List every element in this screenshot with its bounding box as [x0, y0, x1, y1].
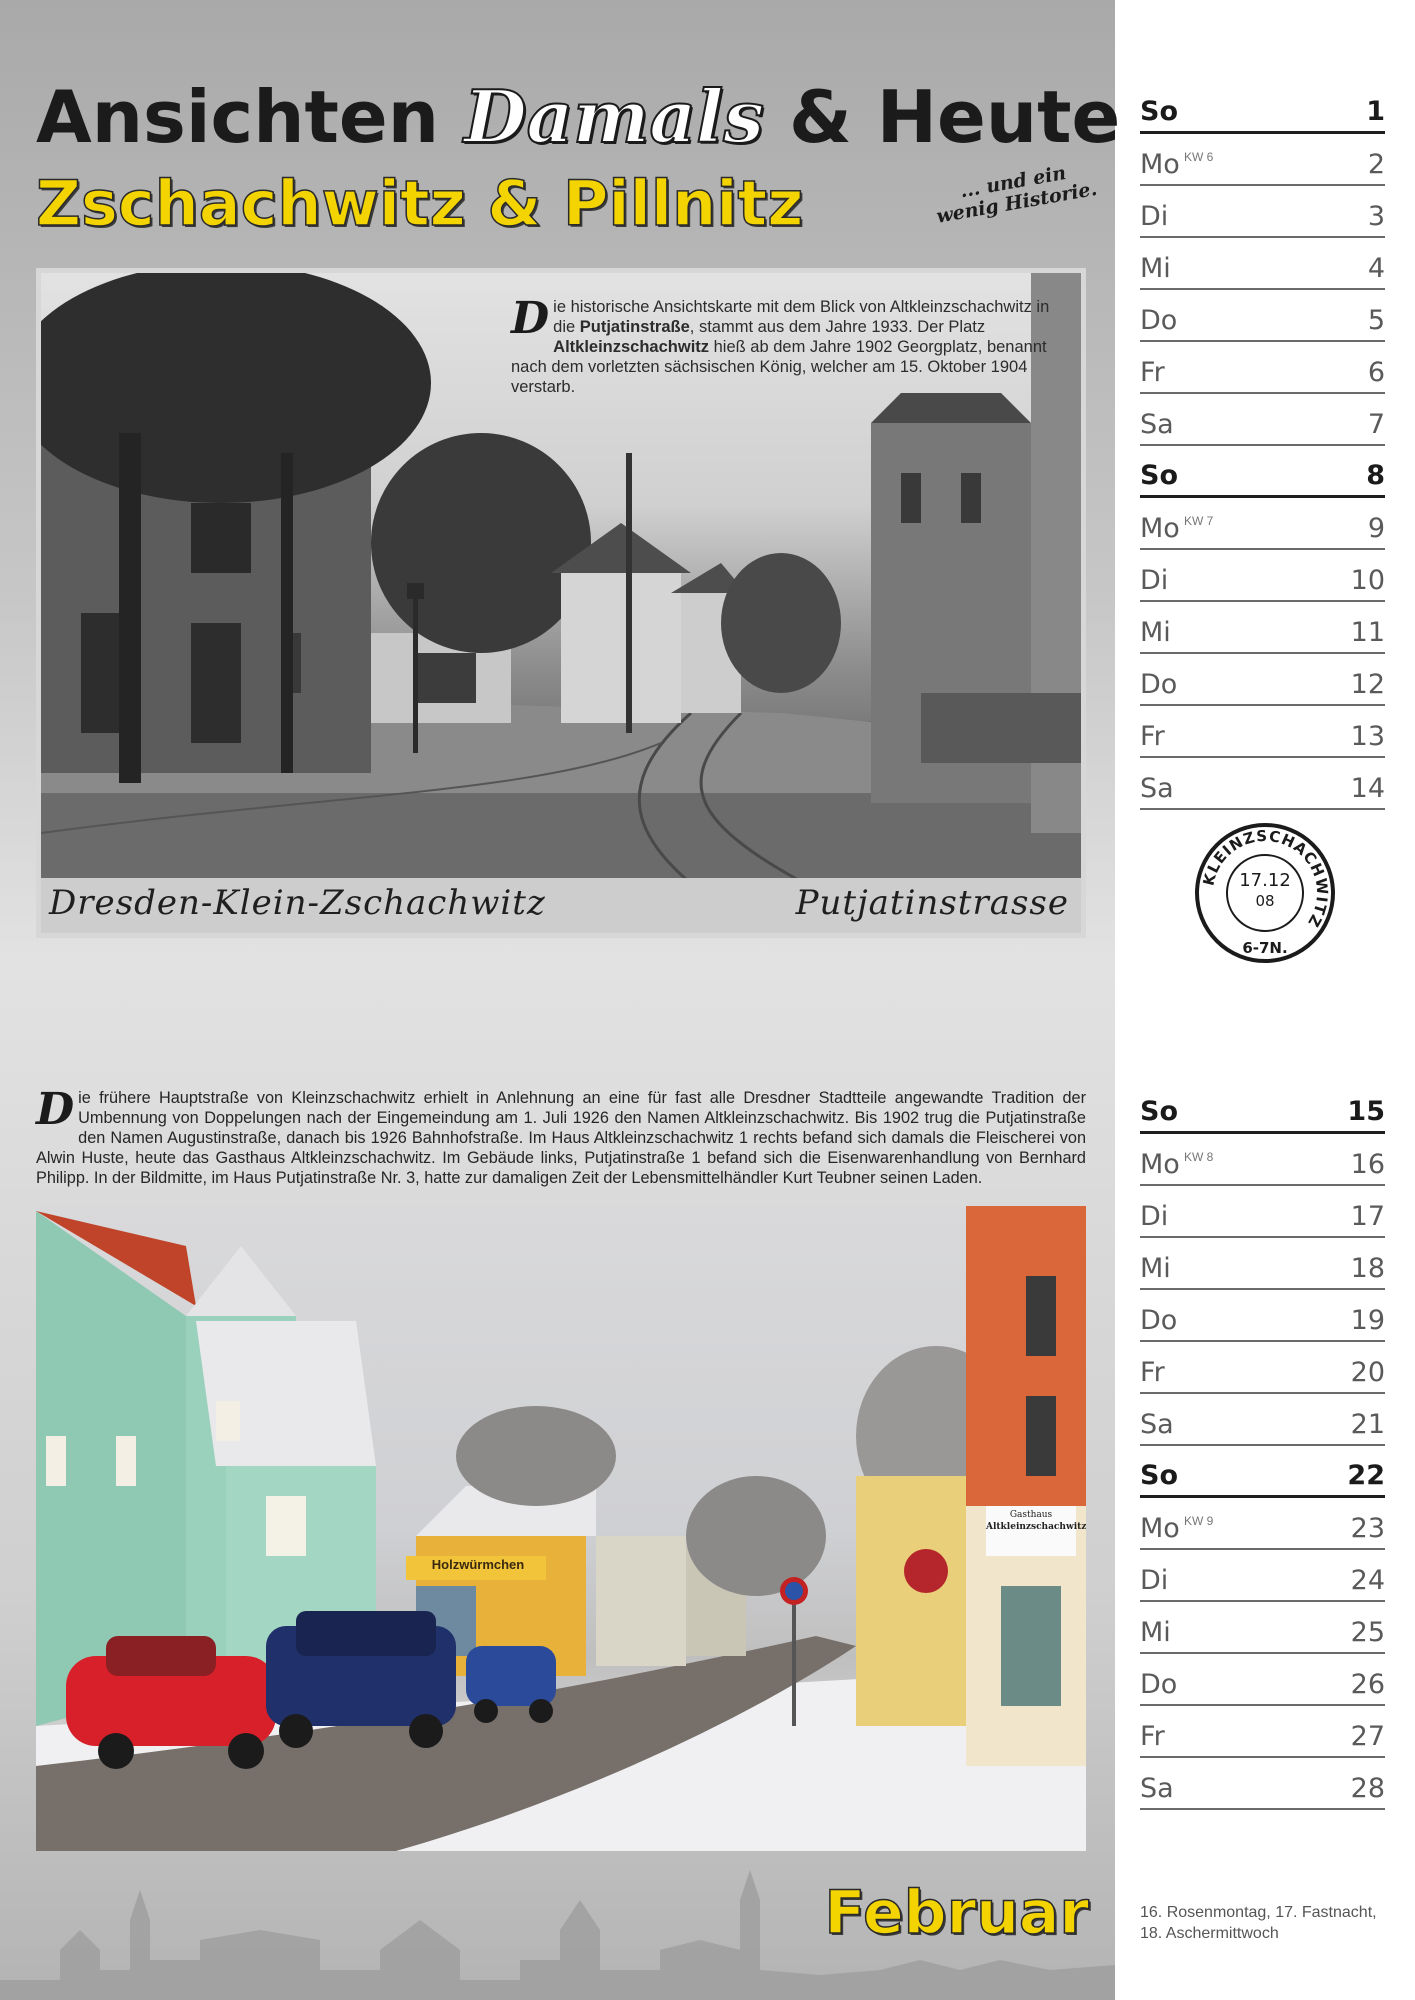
day-number: 18	[1350, 1253, 1385, 1284]
historic-photo-caption	[511, 293, 1061, 397]
historic-photo	[36, 268, 1086, 938]
calendar-day-row	[1140, 446, 1385, 498]
calendar-day-row	[1140, 602, 1385, 654]
weekday-label: Sa	[1140, 1773, 1174, 1804]
day-number: 8	[1366, 460, 1385, 491]
day-number: 16	[1350, 1149, 1385, 1180]
dropcap: D	[36, 1084, 75, 1135]
postcard-script-left: Dresden-Klein-Zschachwitz	[49, 883, 546, 923]
calendar-day-row	[1140, 1186, 1385, 1238]
calendar-day-row	[1140, 394, 1385, 446]
day-number: 24	[1350, 1565, 1385, 1596]
calendar-week-block-1	[1140, 82, 1385, 810]
dropcap: D	[511, 293, 550, 344]
postmark-stamp	[1190, 818, 1340, 968]
calendar-day-row	[1140, 706, 1385, 758]
calendar-day-row	[1140, 654, 1385, 706]
calendar-day-row	[1140, 1134, 1385, 1186]
day-number: 20	[1350, 1357, 1385, 1388]
weekday-label: So	[1140, 460, 1178, 491]
day-number: 7	[1367, 409, 1385, 440]
page-title	[36, 72, 1120, 162]
caption-text-3: hieß ab dem Jahre 1902 Georgplatz, benannt nach dem vorletzten sächsischen König, welcher am 15. Oktober 1904 verstarb.	[511, 338, 1047, 396]
postcard-script-right: Putjatinstrasse	[795, 883, 1069, 923]
caption-bold-1: Putjatinstraße	[579, 318, 690, 336]
stamp-date: 17.12	[1239, 870, 1291, 891]
calendar-day-row	[1140, 1498, 1385, 1550]
calendar-day-row	[1140, 1602, 1385, 1654]
calendar-day-row	[1140, 498, 1385, 550]
gasthaus-sign	[986, 1509, 1086, 1533]
day-number: 12	[1350, 669, 1385, 700]
day-number: 26	[1350, 1669, 1385, 1700]
day-number: 25	[1350, 1617, 1385, 1648]
weekday-label: Mo	[1140, 1513, 1180, 1544]
calendar-day-row	[1140, 1758, 1385, 1810]
calendar-day-row	[1140, 1342, 1385, 1394]
calendar-day-row	[1140, 1654, 1385, 1706]
month-label: Februar	[824, 1878, 1089, 1948]
weekday-label: Do	[1140, 305, 1178, 336]
weekday-label: Fr	[1140, 1357, 1165, 1388]
calendar-week-block-2	[1140, 1082, 1385, 1810]
calendar-day-row	[1140, 238, 1385, 290]
weekday-label: Di	[1140, 1201, 1169, 1232]
calendar-week-number: KW 6	[1184, 150, 1214, 164]
weekday-label: Fr	[1140, 721, 1165, 752]
weekday-label: Mi	[1140, 253, 1171, 284]
caption-text-1: ie historische Ansichtskarte mit dem Blick von Altkleinzschachwitz in die	[553, 298, 1050, 336]
page-subtitle: Zschachwitz & Pillnitz	[36, 167, 804, 240]
day-number: 17	[1350, 1201, 1385, 1232]
calendar-day-row	[1140, 1446, 1385, 1498]
weekday-label: Sa	[1140, 773, 1174, 804]
weekday-label: Fr	[1140, 1721, 1165, 1752]
day-number: 22	[1347, 1460, 1385, 1491]
calendar-day-row	[1140, 550, 1385, 602]
calendar-day-row	[1140, 1238, 1385, 1290]
calendar-day-row	[1140, 134, 1385, 186]
day-number: 28	[1350, 1773, 1385, 1804]
calendar-day-row	[1140, 82, 1385, 134]
calendar-day-row	[1140, 290, 1385, 342]
weekday-label: Do	[1140, 1669, 1178, 1700]
weekday-label: Di	[1140, 565, 1169, 596]
weekday-label: So	[1140, 1460, 1178, 1491]
calendar-day-row	[1140, 186, 1385, 238]
calendar-day-row	[1140, 1290, 1385, 1342]
calendar-day-row	[1140, 1550, 1385, 1602]
weekday-label: Di	[1140, 201, 1169, 232]
weekday-label: Mo	[1140, 149, 1180, 180]
day-number: 3	[1367, 201, 1385, 232]
weekday-label: Do	[1140, 669, 1178, 700]
weekday-label: So	[1140, 96, 1178, 127]
tagline: ... und ein wenig Historie.	[934, 162, 1099, 228]
day-number: 4	[1367, 253, 1385, 284]
day-number: 9	[1367, 513, 1385, 544]
day-number: 2	[1367, 149, 1385, 180]
weekday-label: Mi	[1140, 1253, 1171, 1284]
day-number: 23	[1350, 1513, 1385, 1544]
modern-photo-drawing	[36, 1206, 1086, 1851]
weekday-label: So	[1140, 1096, 1178, 1127]
calendar-day-row	[1140, 342, 1385, 394]
calendar-week-number: KW 8	[1184, 1150, 1214, 1164]
weekday-label: Mo	[1140, 513, 1180, 544]
day-number: 11	[1350, 617, 1385, 648]
calendar-day-row	[1140, 1394, 1385, 1446]
title-word-heute: & Heute	[788, 75, 1121, 159]
shop-sign: Holzwürmchen	[431, 1557, 525, 1572]
day-number: 15	[1347, 1096, 1385, 1127]
calendar-day-row	[1140, 758, 1385, 810]
calendar-day-row	[1140, 1082, 1385, 1134]
day-number: 14	[1350, 773, 1385, 804]
weekday-label: Sa	[1140, 409, 1174, 440]
weekday-label: Mo	[1140, 1149, 1180, 1180]
calendar-week-number: KW 9	[1184, 1514, 1214, 1528]
weekday-label: Do	[1140, 1305, 1178, 1336]
stamp-year: 08	[1255, 892, 1275, 910]
title-word-ansichten: Ansichten	[36, 75, 439, 159]
weekday-label: Fr	[1140, 357, 1165, 388]
stamp-time: 6-7N.	[1242, 939, 1288, 957]
weekday-label: Mi	[1140, 617, 1171, 648]
day-number: 6	[1367, 357, 1385, 388]
weekday-label: Di	[1140, 1565, 1169, 1596]
modern-photo-text	[36, 1084, 1086, 1188]
caption-bold-2: Altkleinzschachwitz	[553, 338, 710, 356]
modern-photo	[36, 1206, 1086, 1851]
title-word-damals: Damals	[464, 74, 764, 159]
day-number: 27	[1350, 1721, 1385, 1752]
modern-text-body: ie frühere Hauptstraße von Kleinzschachwitz erhielt in Anlehnung an eine für fast alle Dresdner Stadtteile angewandte Tradition der Umbennung von Doppelungen nach der Eingemeindung am 1. Juli 1926 den Namen Altkleinzschachwitz. Bis 1902 trug die Putjatinstraße den Namen Augustinstraße, danach bis 1926 Bahnhofstraße. Im Haus Altkleinzschachwitz 1 rechts befand sich damals die Fleischerei von Alwin Huste, heute das Gasthaus Altkleinzschachwitz. Im Gebäude links, Putjatinstraße 1 befand sich die Eisenwarenhandlung von Bernhard Philipp. In der Bildmitte, im Haus Putjatinstraße Nr. 3, hatte zur damaligen Zeit der Lebensmittelhändler Kurt Teubner seinen Laden.	[36, 1089, 1086, 1187]
day-number: 13	[1350, 721, 1385, 752]
calendar-day-row	[1140, 1706, 1385, 1758]
day-number: 21	[1350, 1409, 1385, 1440]
gasthaus-sign-line-1: Gasthaus	[1009, 1510, 1053, 1520]
day-number: 5	[1367, 305, 1385, 336]
day-number: 10	[1350, 565, 1385, 596]
calendar-week-number: KW 7	[1184, 514, 1214, 528]
weekday-label: Sa	[1140, 1409, 1174, 1440]
caption-text-2: , stammt aus dem Jahre 1933. Der Platz	[689, 318, 986, 336]
day-number: 1	[1366, 96, 1385, 127]
holiday-notes: 16. Rosenmontag, 17. Fastnacht, 18. Aschermittwoch	[1140, 1904, 1377, 1942]
gasthaus-sign-line-2: Altkleinzschachwitz	[986, 1522, 1086, 1532]
day-number: 19	[1350, 1305, 1385, 1336]
weekday-label: Mi	[1140, 1617, 1171, 1648]
stamp-ring-text: KLEINZSCHACHWITZ	[1199, 826, 1332, 931]
